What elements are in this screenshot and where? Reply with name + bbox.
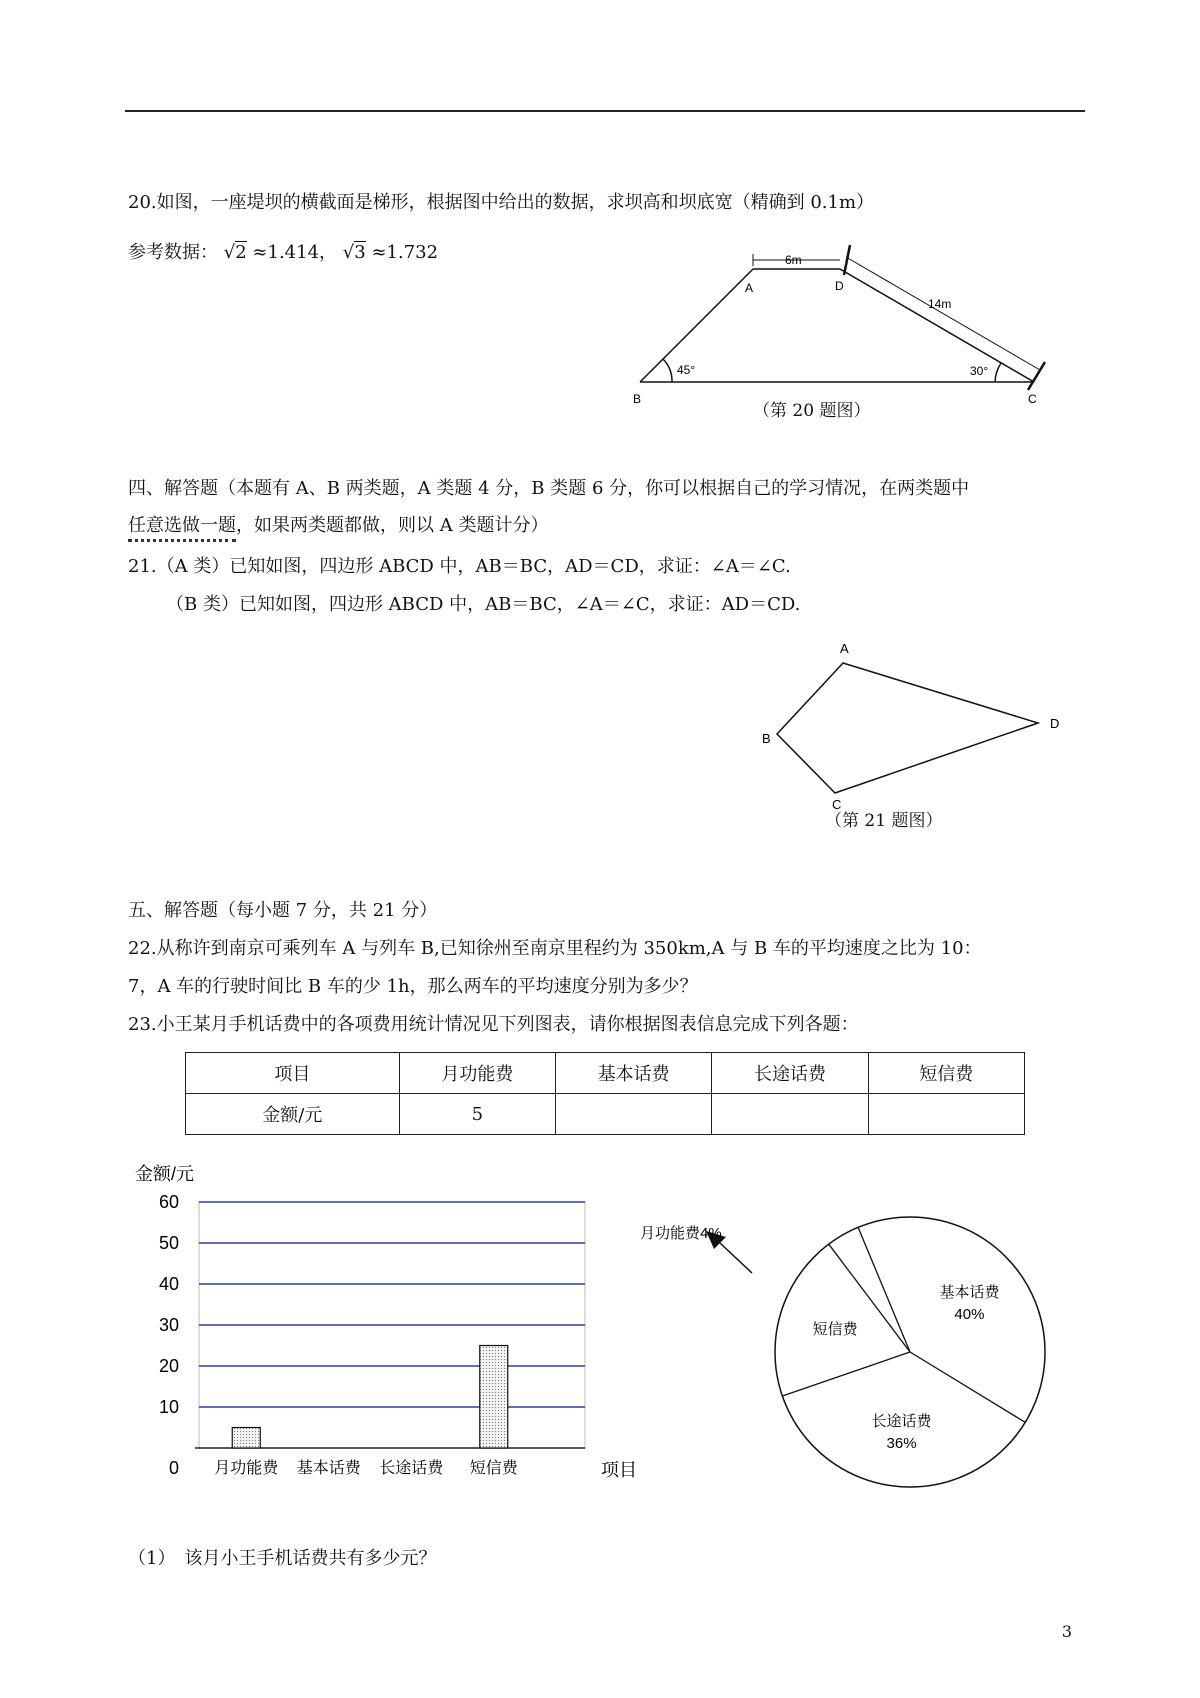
bar: [480, 1346, 508, 1449]
pie-chart: [640, 1215, 1060, 1505]
q21a-text: 21.（A 类）已知如图，四边形 ABCD 中，AB＝BC，AD＝CD，求证：∠A＝∠C.: [128, 556, 791, 577]
y-tick-label: 30: [158, 1315, 179, 1335]
sqrt3-radicand: 3: [354, 242, 366, 263]
label-45deg: 45°: [677, 363, 696, 377]
pie-callout-line: [720, 1243, 752, 1273]
table-row: [186, 1094, 1025, 1135]
label-6m: 6m: [785, 253, 802, 267]
pie-percent: 40%: [954, 1306, 985, 1324]
table-header-cell: 短信费: [868, 1053, 1024, 1094]
q21-quadrilateral-figure: [750, 635, 1080, 810]
section4-title: 四、解答题（本题有 A、B 两类题，A 类题 4 分，B 类题 6 分，你可以根据自己的学习情况，在两类题中: [128, 478, 970, 499]
y-tick-label: 40: [158, 1274, 179, 1294]
label-a: A: [840, 641, 849, 656]
page-number: 3: [1061, 1622, 1072, 1641]
label-b: B: [633, 392, 642, 406]
label-14m: 14m: [928, 297, 952, 311]
sqrt2-radicand: 2: [235, 242, 247, 263]
q20-reference-data: [128, 242, 438, 264]
dim-tick-c: [1028, 362, 1045, 390]
header-rule: [125, 110, 1085, 112]
table-cell: [868, 1094, 1024, 1135]
ref-label: 参考数据：: [128, 242, 218, 263]
y-axis-label: 金额/元: [135, 1164, 195, 1184]
q20-caption: （第 20 题图）: [753, 401, 871, 421]
table-header-cell: 项目: [186, 1053, 400, 1094]
angle-c-arc: [995, 363, 1001, 382]
pie-label: 长途话费: [871, 1412, 932, 1430]
y-tick-label: 50: [158, 1233, 179, 1253]
x-tick-label: 短信费: [469, 1460, 518, 1477]
bar: [232, 1428, 260, 1449]
q22-text-line1: 22.从称许到南京可乘列车 A 与列车 B,已知徐州至南京里程约为 350km,A 与 B 车的平均速度之比为 10：: [128, 938, 982, 959]
label-d: D: [1050, 716, 1060, 731]
section4-title-cont: [128, 515, 548, 542]
pie-label: 短信费: [812, 1321, 858, 1339]
y-tick-label: 10: [158, 1397, 179, 1417]
sqrt-sign: √: [342, 242, 355, 263]
pie-label: 月功能费4%: [640, 1225, 722, 1242]
table-cell: 金额/元: [186, 1094, 400, 1135]
dim-14m-line: [846, 257, 1040, 370]
q20-trapezoid-figure: [620, 240, 1080, 415]
table-cell: [556, 1094, 712, 1135]
side-dc: [840, 269, 1034, 382]
x-axis-label: 项目: [601, 1460, 637, 1480]
table-header-cell: 月功能费: [399, 1053, 555, 1094]
label-30deg: 30°: [970, 364, 989, 378]
emphasis-text: 任意选做一题: [128, 515, 236, 542]
y-tick-label: 20: [158, 1356, 179, 1376]
dim-tick-d: [844, 245, 850, 275]
y-tick-label: 60: [158, 1192, 179, 1212]
label-c: C: [832, 797, 842, 812]
table-cell: [712, 1094, 868, 1135]
x-tick-label: 长途话费: [379, 1460, 444, 1477]
table-cell: 5: [399, 1094, 555, 1135]
label-c: C: [1028, 392, 1037, 406]
angle-b-arc: [663, 359, 672, 382]
y-tick-label: 0: [168, 1458, 179, 1478]
ref-value-2: ≈1.732: [371, 242, 439, 263]
quadrilateral-abcd: [777, 663, 1038, 793]
q22-text-line2: 7，A 车的行驶时间比 B 车的少 1h，那么两车的平均速度分别为多少？: [128, 976, 698, 997]
x-tick-label: 月功能费: [214, 1460, 279, 1477]
bar-chart: [125, 1160, 645, 1520]
label-b: B: [762, 731, 771, 746]
table-header-cell: 长途话费: [712, 1053, 868, 1094]
q21-caption: （第 21 题图）: [825, 811, 943, 831]
label-a: A: [745, 281, 754, 295]
sqrt-sign: √: [223, 242, 236, 263]
label-d: D: [835, 279, 844, 293]
fee-table: [185, 1052, 1025, 1135]
q23-text: 23.小王某月手机话费中的各项费用统计情况见下列图表，请你根据图表信息完成下列各题：: [128, 1014, 859, 1035]
x-tick-label: 基本话费: [296, 1460, 361, 1477]
section5-title: 五、解答题（每小题 7 分，共 21 分）: [128, 900, 438, 921]
table-header-row: [186, 1053, 1025, 1094]
table-header-cell: 基本话费: [556, 1053, 712, 1094]
ref-value-1: ≈1.414，: [252, 242, 338, 263]
sqrt3-expr: [343, 241, 366, 263]
sqrt2-expr: [224, 241, 247, 263]
pie-percent: 36%: [886, 1434, 917, 1452]
pie-label: 基本话费: [939, 1284, 1000, 1302]
side-ab: [640, 269, 753, 382]
section4-rest: ，如果两类题都做，则以 A 类题计分）: [236, 515, 549, 536]
q20-text: 20.如图，一座堤坝的横截面是梯形，根据图中给出的数据，求坝高和坝底宽（精确到 0.1m）: [128, 192, 875, 213]
q21b-text: （B 类）已知如图，四边形 ABCD 中，AB＝BC，∠A＝∠C，求证：AD＝CD.: [166, 594, 801, 615]
q23-sub1: （1） 该月小王手机话费共有多少元？: [128, 1548, 437, 1569]
